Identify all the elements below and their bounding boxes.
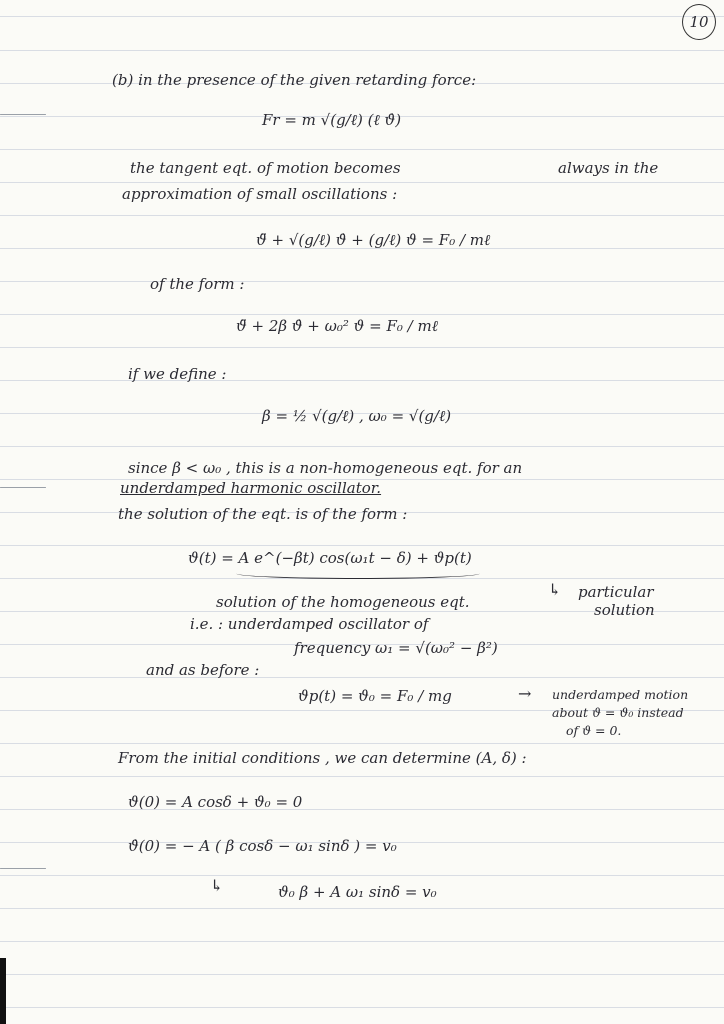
page-number: 10 [682,4,716,40]
text-line: since β < ω₀ , this is a non-homogeneous eqt. for an [128,459,523,477]
text-line: solution of the homogeneous eqt. [216,593,470,611]
text-line: frequency ω₁ = √(ω₀² − β²) [294,639,498,657]
arrow-icon: → [518,684,532,703]
equation-general-solution: ϑ(t) = A e^(−βt) cos(ω₁t − δ) + ϑp(t) [188,549,472,567]
arrow-icon: ↳ [548,580,562,599]
annotation: about ϑ = ϑ₀ instead [552,705,684,720]
text-line: if we define : [128,365,227,383]
punch-hole-mark [0,114,46,118]
annotation: solution [594,601,655,619]
equation-standard-form: ϑ̈ + 2β ϑ̇ + ω₀² ϑ = F₀ / mℓ [236,317,438,335]
text-line: approximation of small oscillations : [122,185,398,203]
annotation: particular [578,583,654,601]
text-line: From the initial conditions , we can determine (A, δ) : [118,749,527,767]
equation-motion: ϑ̈ + √(g/ℓ) ϑ̇ + (g/ℓ) ϑ = F₀ / mℓ [256,231,491,249]
text-line: always in the [558,159,659,177]
equation-initial-velocity: ϑ̇(0) = − A ( β cosδ − ω₁ sinδ ) = v₀ [128,837,397,855]
text-line: the solution of the eqt. is of the form : [118,505,408,523]
equation-definitions: β = ½ √(g/ℓ) , ω₀ = √(g/ℓ) [262,407,452,425]
text-line: i.e. : underdamped oscillator of [190,615,429,633]
equation-initial-position: ϑ(0) = A cosδ + ϑ₀ = 0 [128,793,303,811]
equation-result: ϑ₀ β + A ω₁ sinδ = v₀ [278,883,437,901]
section-heading: (b) in the presence of the given retarding force: [112,71,477,89]
arrow-icon: ↳ [210,876,224,895]
text-line: of the form : [150,275,245,293]
annotation: of ϑ = 0. [566,723,622,738]
text-line: the tangent eqt. of motion becomes [130,159,401,177]
underbrace [236,568,480,579]
punch-hole-mark [0,487,46,491]
text-line: underdamped harmonic oscillator. [120,479,382,497]
equation-retarding-force: Fr = m √(g/ℓ) (ℓ ϑ̇) [262,111,402,129]
equation-particular-solution: ϑp(t) = ϑ₀ = F₀ / mg [298,687,452,705]
punch-hole-mark [0,868,46,872]
text-line: and as before : [146,661,260,679]
annotation: underdamped motion [552,687,689,702]
scan-edge [0,958,6,1024]
